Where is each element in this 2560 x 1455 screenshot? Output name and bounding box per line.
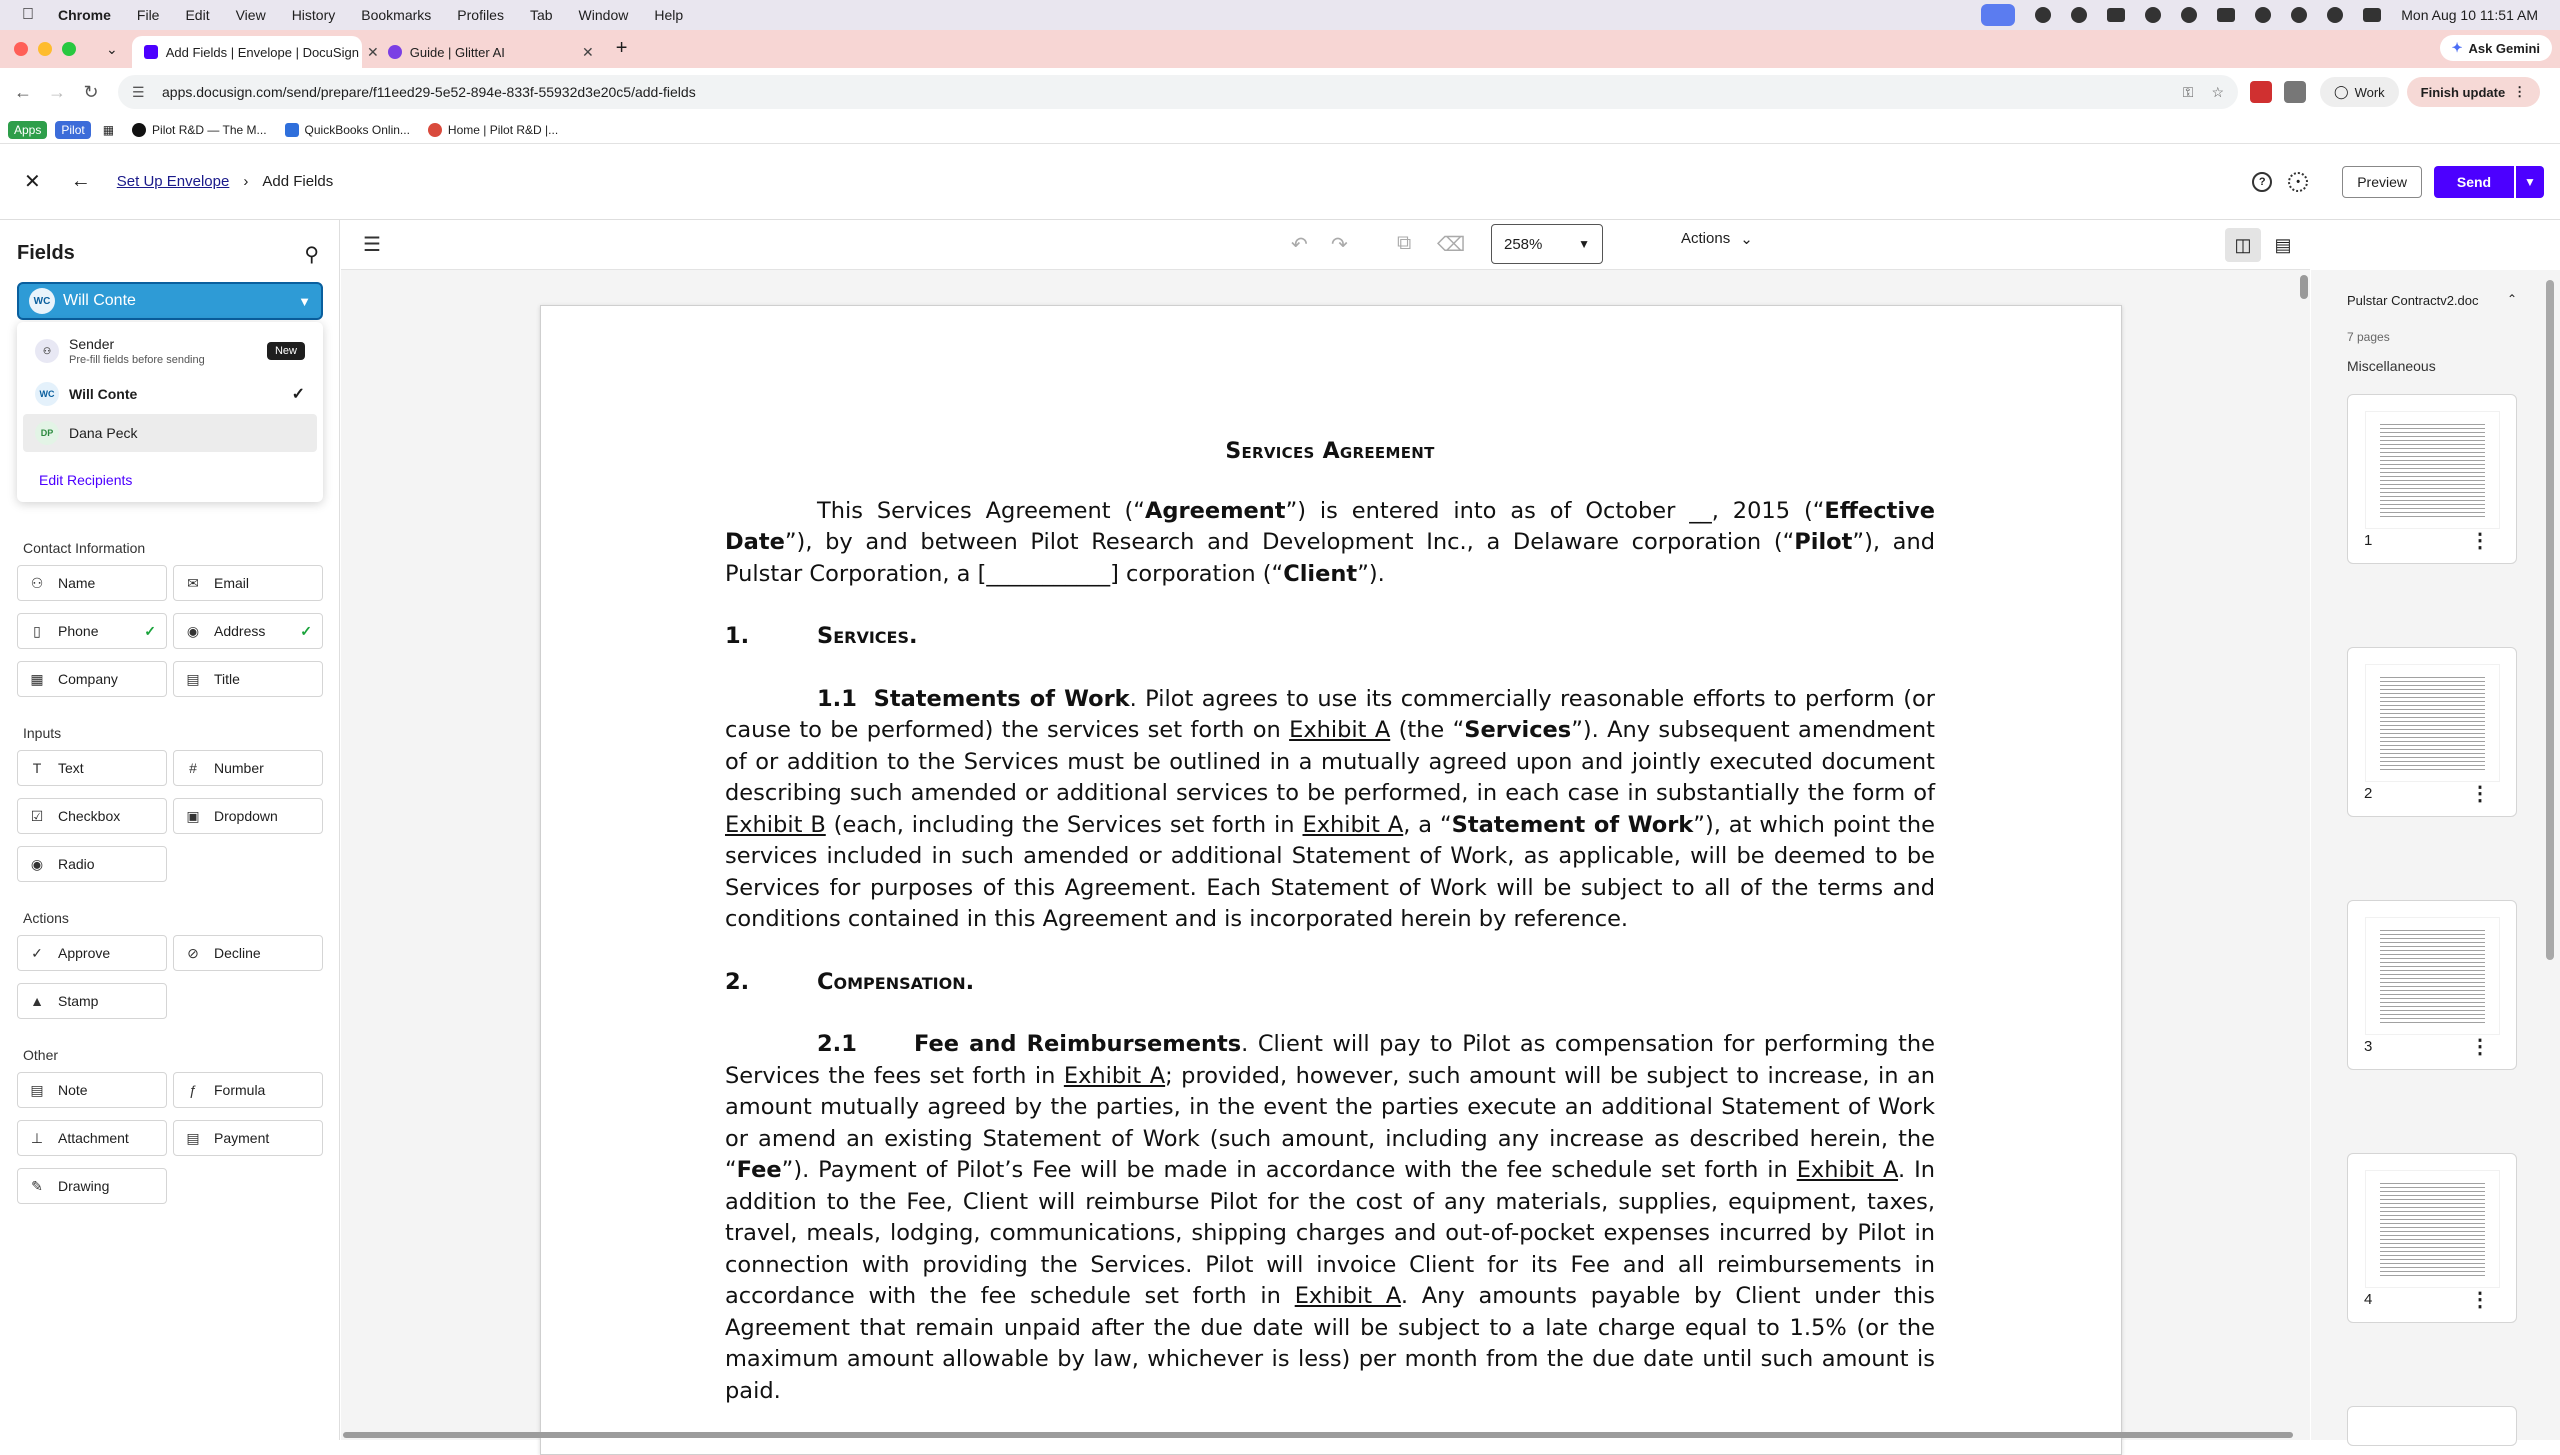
- checkmark-icon: ✓: [31, 944, 43, 961]
- thumbnail-image: [2365, 1170, 2500, 1288]
- field-checkbox[interactable]: [17, 798, 167, 834]
- forward-arrow-icon[interactable]: →: [48, 81, 66, 102]
- hash-icon: #: [189, 760, 197, 776]
- bookmark-item[interactable]: [132, 123, 266, 137]
- field-company[interactable]: [17, 661, 167, 697]
- recipient-select[interactable]: [17, 282, 323, 320]
- game-controller-icon[interactable]: [2107, 8, 2125, 22]
- section-2-heading: 2. Compensation.: [725, 968, 975, 995]
- page-thumbnail-5[interactable]: [2347, 1406, 2517, 1446]
- bookmark-label: Home | Pilot R&D |...: [447, 122, 559, 137]
- breadcrumb-set-up-envelope[interactable]: Set Up Envelope: [116, 173, 230, 190]
- note-icon: ▤: [30, 1081, 44, 1098]
- field-stamp[interactable]: [17, 983, 167, 1019]
- field-label: Formula: [214, 1082, 266, 1098]
- field-label: Name: [58, 575, 96, 591]
- bookmark-group-pilot[interactable]: Pilot: [55, 121, 90, 139]
- section-actions: Actions: [23, 910, 69, 926]
- exhibit-b-link: Exhibit B: [725, 811, 826, 838]
- field-label: Dropdown: [214, 808, 278, 824]
- comments-icon[interactable]: ▤: [2274, 234, 2292, 255]
- pages-panel-scrollbar[interactable]: [2546, 280, 2554, 960]
- wifi-icon[interactable]: [2255, 7, 2271, 23]
- more-vert-icon[interactable]: ⋮: [2470, 1036, 2490, 1058]
- page-thumbnail-2[interactable]: [2347, 647, 2517, 817]
- verified-shield-icon: ✓: [300, 622, 312, 639]
- section-other: Other: [23, 1047, 59, 1063]
- tab-glitter-ai[interactable]: [376, 36, 606, 68]
- phone-icon: ▯: [33, 622, 41, 639]
- collapse-chevron-up-icon[interactable]: ⌃: [2507, 292, 2518, 306]
- field-label: Stamp: [58, 993, 99, 1009]
- section-1-heading: 1. Services.: [725, 623, 918, 649]
- paragraph-1-1: 1.1 Statements of Work. Pilot agrees to use its commercially reasonable efforts to perform (or cause to be performed) the services set forth on Exhibit A (the “Services”). Any subsequent amendment of or addition to the Services must be outlined in a mutually agreed upon and jointly executed document describing such amended or additional services to be performed, in each case in substantially the form of Exhibit B (each, including the Services set forth in Exhibit A, a “Statement of Work”), at which point the services included in such amended or additional Statement of Work, as applicable, will be deemed to be Services for purposes of this Agreement. Each Statement of Work will be subject to all of the terms and conditions contained in this Agreement and is incorporated herein by reference.: [725, 685, 1935, 932]
- recipient-initials-badge: WC: [35, 382, 59, 406]
- apps-grid-icon[interactable]: ▦: [102, 122, 115, 137]
- section-contact-information: Contact Information: [23, 540, 146, 556]
- paragraph-2-1: 2.1 Fee and Reimbursements. Client will pay to Pilot as compensation for performing the Services the fees set forth in Exhibit A; provided, however, such amount will be subject to increase, in an amount mutually agreed by the parties, in the event the parties execute an additional Statement of Work or amend an existing Statement of Work (such amount, including any increase as described herein, the “Fee”). Payment of Pilot’s Fee will be made in accordance with the fee schedule set forth in Exhibit A. In addition to the Fee, Client will reimburse Pilot for the cost of any materials, supplies, equipment, taxes, travel, meals, lodging, communications, shipping charges and out-of-pocket expenses incurred by Pilot in connection with providing the Services. Pilot will invoice Client for its Fee and all reimbursements in accordance with the fee schedule set forth in Exhibit A. Any amounts payable by Client under this Agreement that remain unpaid after the due date will be subject to a late charge equal to 1.5% (or the maximum amount allowable by law, whichever is less) per month from the due date until such amount is paid.: [725, 1031, 1935, 1404]
- email-icon: ✉: [187, 574, 199, 591]
- copy-icon[interactable]: ⧉: [1397, 232, 1412, 254]
- browser-toolbar: [0, 68, 2560, 116]
- menu-edit[interactable]: Edit: [185, 7, 210, 23]
- dark-mode-icon[interactable]: [2181, 7, 2197, 23]
- more-vert-icon: ⋮: [2513, 84, 2527, 99]
- tab-title: Guide | Glitter AI: [409, 44, 505, 60]
- new-tab-icon[interactable]: +: [615, 37, 628, 59]
- bookmark-group-apps[interactable]: Apps: [8, 121, 47, 139]
- checkbox-icon: ☑: [30, 807, 44, 824]
- pen-icon: ✎: [31, 1177, 43, 1194]
- id-card-icon: ▤: [186, 670, 200, 687]
- field-name[interactable]: [17, 565, 167, 601]
- field-label: Attachment: [58, 1130, 129, 1146]
- zoom-select[interactable]: [1491, 224, 1603, 264]
- breadcrumb: [117, 173, 333, 190]
- bookmark-star-icon[interactable]: ☆: [2211, 83, 2224, 100]
- thumbnail-image: [2365, 411, 2500, 529]
- profile-label: Work: [2354, 84, 2385, 100]
- menu-view[interactable]: View: [235, 7, 266, 23]
- recipient-name: Will Conte: [63, 292, 136, 309]
- back-arrow-icon[interactable]: ←: [70, 170, 91, 192]
- pilot-favicon-icon: [132, 123, 146, 137]
- page-count: 7 pages: [2347, 330, 2390, 344]
- field-label: Radio: [58, 856, 95, 872]
- close-tab-icon[interactable]: ✕: [582, 43, 594, 60]
- minimize-window-button[interactable]: [38, 42, 52, 56]
- close-window-button[interactable]: [14, 42, 28, 56]
- pages-panel-toggle-icon[interactable]: ◫: [2225, 228, 2261, 262]
- menu-window[interactable]: Window: [578, 7, 629, 23]
- screen-share-icon[interactable]: [1981, 4, 2015, 26]
- browser-tab-strip: [0, 30, 2560, 68]
- document-page[interactable]: [540, 305, 2122, 1455]
- field-label: Checkbox: [58, 808, 121, 824]
- text-t-icon: T: [32, 760, 42, 776]
- field-formula[interactable]: [173, 1072, 323, 1108]
- chevron-down-icon: ▼: [298, 293, 311, 309]
- finish-update-label: Finish update: [2420, 84, 2506, 100]
- field-label: Payment: [214, 1130, 270, 1146]
- field-approve[interactable]: [17, 935, 167, 971]
- thumbnail-image: [2365, 917, 2500, 1035]
- site-info-icon[interactable]: ☰: [132, 83, 145, 100]
- glitter-favicon-icon: [388, 45, 402, 59]
- thumbnail-number: 2: [2364, 785, 2373, 802]
- field-label: Number: [214, 760, 264, 776]
- chevron-down-icon: ▼: [2524, 174, 2536, 189]
- paperclip-icon: ⊥: [30, 1129, 44, 1146]
- search-icon[interactable]: ⚲: [304, 244, 319, 266]
- more-vert-icon[interactable]: ⋮: [2470, 1289, 2490, 1311]
- chevron-down-icon: ▼: [1578, 237, 1590, 251]
- delete-trash-icon[interactable]: ⌫: [1437, 234, 1466, 256]
- settings-gear-icon[interactable]: •: [2288, 172, 2308, 192]
- field-label: Company: [58, 671, 118, 687]
- gemini-sparkle-icon: ✦: [2451, 40, 2463, 55]
- ask-gemini-label: Ask Gemini: [2468, 40, 2540, 56]
- bookmarks-bar: [0, 116, 2560, 144]
- thumbnail-number: 1: [2364, 532, 2373, 549]
- send-button[interactable]: Send: [2434, 166, 2514, 198]
- recipient-initials-badge: DP: [35, 421, 59, 445]
- checkmark-icon: ✓: [291, 386, 305, 403]
- recipient-dropdown-menu: [17, 322, 323, 502]
- document-canvas: [341, 220, 2310, 1440]
- recipient-option-dana-peck[interactable]: [23, 414, 317, 452]
- location-pin-icon: ◉: [186, 622, 200, 639]
- search-status-icon[interactable]: [2035, 7, 2051, 23]
- thumbnail-number: 4: [2364, 1291, 2373, 1308]
- canvas-vertical-scrollbar[interactable]: [2300, 275, 2308, 299]
- battery-icon[interactable]: [2217, 8, 2235, 22]
- docusign-favicon-icon: [144, 45, 158, 59]
- menu-bookmarks[interactable]: Bookmarks: [361, 7, 432, 23]
- field-radio[interactable]: [17, 846, 167, 882]
- document-text: [725, 439, 1935, 1438]
- menu-profiles[interactable]: Profiles: [457, 7, 504, 23]
- radio-icon: ◉: [30, 855, 44, 872]
- more-vert-icon[interactable]: ⋮: [2470, 530, 2490, 552]
- recipient-option-name: Dana Peck: [69, 425, 138, 441]
- docusign-header: [0, 144, 2560, 220]
- address-bar[interactable]: [118, 75, 2238, 109]
- actions-menu-button[interactable]: [1681, 230, 1753, 248]
- actions-label: Actions: [1681, 230, 1731, 247]
- redo-icon[interactable]: ↷: [1331, 234, 1348, 256]
- url-text: apps.docusign.com/send/prepare/f11eed29-5e52-894e-833f-55932d3e20c5/add-fields: [162, 84, 696, 100]
- intro-paragraph: This Services Agreement (“Agreement”) is entered into as of October __, 2015 (“Effective Date”), by and between Pilot Research and Development Inc., a Delaware corporation (“Pilot”), and Pulstar Corporation, a [___________] corporation (“Client”).: [725, 497, 1935, 587]
- pilot-home-favicon-icon: [428, 123, 442, 137]
- bookmark-item[interactable]: [428, 123, 558, 137]
- person-icon: ⚇: [30, 574, 44, 591]
- menu-help[interactable]: Help: [654, 7, 684, 23]
- field-label: Decline: [214, 945, 261, 961]
- exhibit-a-link: Exhibit A: [1289, 717, 1391, 743]
- recipient-option-name: Will Conte: [69, 386, 138, 402]
- brightness-icon[interactable]: [2071, 7, 2087, 23]
- menu-tab[interactable]: Tab: [529, 7, 553, 23]
- close-icon[interactable]: ✕: [24, 171, 41, 193]
- credit-card-icon: ▤: [186, 1129, 200, 1146]
- recipient-option-sender[interactable]: [23, 330, 317, 372]
- group-label: Miscellaneous: [2347, 358, 2436, 374]
- menu-app-name[interactable]: Chrome: [58, 7, 111, 23]
- extensions-puzzle-icon[interactable]: [2284, 81, 2306, 103]
- siri-icon[interactable]: [2327, 7, 2343, 23]
- field-drawing[interactable]: [17, 1168, 167, 1204]
- more-vert-icon[interactable]: ⋮: [2470, 783, 2490, 805]
- field-label: Phone: [58, 623, 99, 639]
- tab-docusign[interactable]: [132, 36, 379, 68]
- field-label: Note: [58, 1082, 88, 1098]
- control-center-icon[interactable]: [2363, 8, 2381, 22]
- finish-update-button[interactable]: [2407, 77, 2541, 107]
- send-options-button[interactable]: [2516, 166, 2544, 198]
- fields-panel: [0, 220, 340, 1440]
- zoom-value: 258%: [1504, 235, 1543, 253]
- sender-person-icon: ⚇: [35, 339, 59, 363]
- field-payment[interactable]: [173, 1120, 323, 1156]
- preview-button[interactable]: Preview: [2342, 166, 2422, 198]
- dropdown-icon: ▣: [186, 807, 200, 824]
- canvas-horizontal-scrollbar[interactable]: [341, 1432, 2299, 1440]
- field-number[interactable]: [173, 750, 323, 786]
- chevron-right-icon: ›: [243, 173, 249, 190]
- spotlight-icon[interactable]: [2291, 7, 2307, 23]
- section-inputs: Inputs: [23, 725, 62, 741]
- help-icon[interactable]: ?: [2252, 172, 2272, 192]
- macos-menu-bar: [0, 0, 2560, 30]
- breadcrumb-current: Add Fields: [262, 173, 334, 190]
- formula-fx-icon: ƒ: [189, 1082, 197, 1098]
- field-phone[interactable]: [17, 613, 167, 649]
- field-label: Address: [214, 623, 266, 639]
- tab-title: Add Fields | Envelope | DocuSign: [165, 44, 359, 60]
- focus-icon[interactable]: [2145, 7, 2161, 23]
- field-label: Title: [214, 671, 240, 687]
- document-name: Pulstar Contractv2.doc: [2347, 293, 2479, 308]
- chevron-down-icon: ⌄: [1740, 231, 1753, 248]
- new-badge: New: [267, 342, 305, 360]
- document-title: Services Agreement: [1225, 439, 1435, 464]
- page-thumbnail-1[interactable]: [2347, 394, 2517, 564]
- menu-history[interactable]: History: [291, 7, 336, 23]
- reload-icon[interactable]: ↻: [83, 81, 99, 102]
- exhibit-a-link: Exhibit A: [1302, 811, 1404, 838]
- close-tab-icon[interactable]: ✕: [366, 43, 379, 60]
- field-label: Approve: [58, 945, 111, 961]
- field-label: Email: [214, 575, 250, 591]
- field-text[interactable]: [17, 750, 167, 786]
- sender-label: Sender: [69, 336, 115, 352]
- thumbnail-image: [2365, 664, 2500, 782]
- recipient-option-will-conte[interactable]: [23, 376, 317, 412]
- page-thumbnail-4[interactable]: [2347, 1153, 2517, 1323]
- bookmark-label: Pilot R&D — The M...: [152, 122, 267, 137]
- field-dropdown[interactable]: [173, 798, 323, 834]
- menu-clock[interactable]: Mon Aug 10 11:51 AM: [2401, 7, 2538, 23]
- sender-subtext: Pre-fill fields before sending: [69, 354, 205, 366]
- tab-search-chevron-icon[interactable]: ⌄: [106, 41, 118, 57]
- profile-avatar-icon: ◯: [2334, 84, 2349, 99]
- pages-panel: [2311, 270, 2560, 1440]
- field-note[interactable]: [17, 1072, 167, 1108]
- recipient-initials-badge: WC: [29, 288, 55, 314]
- profile-button[interactable]: [2320, 77, 2399, 107]
- exhibit-a-link: Exhibit A: [1063, 1062, 1166, 1089]
- field-address[interactable]: [173, 613, 323, 649]
- layout-toggle-icon[interactable]: ☰: [363, 234, 381, 256]
- zoom-window-button[interactable]: [62, 42, 76, 56]
- exhibit-a-link: Exhibit A: [1294, 1283, 1401, 1309]
- menu-file[interactable]: File: [136, 7, 160, 23]
- field-label: Text: [58, 760, 84, 776]
- prohibited-icon: ⊘: [187, 944, 199, 961]
- bookmark-item[interactable]: [285, 123, 410, 137]
- ask-gemini-button[interactable]: [2440, 35, 2552, 61]
- quickbooks-favicon-icon: [285, 123, 299, 137]
- extension-red-icon[interactable]: [2250, 81, 2272, 103]
- verified-shield-icon: ✓: [144, 622, 156, 639]
- canvas-toolbar: [341, 220, 2310, 270]
- password-key-icon[interactable]: ⚿: [2182, 83, 2194, 100]
- edit-recipients-link[interactable]: Edit Recipients: [39, 472, 133, 488]
- thumbnail-number: 3: [2364, 1038, 2373, 1055]
- stamp-icon: ▲: [30, 993, 44, 1009]
- field-attachment[interactable]: [17, 1120, 167, 1156]
- back-arrow-icon[interactable]: ←: [14, 81, 32, 102]
- field-title[interactable]: [173, 661, 323, 697]
- window-controls: [14, 42, 76, 56]
- fields-title: Fields: [17, 242, 75, 264]
- bookmark-label: QuickBooks Onlin...: [304, 122, 410, 137]
- field-label: Drawing: [58, 1178, 110, 1194]
- exhibit-a-link: Exhibit A: [1796, 1157, 1899, 1183]
- page-thumbnail-3[interactable]: [2347, 900, 2517, 1070]
- field-decline[interactable]: [173, 935, 323, 971]
- building-icon: ▦: [30, 670, 44, 687]
- undo-icon[interactable]: ↶: [1291, 234, 1308, 256]
- field-email[interactable]: [173, 565, 323, 601]
- apple-icon[interactable]: [22, 6, 38, 24]
